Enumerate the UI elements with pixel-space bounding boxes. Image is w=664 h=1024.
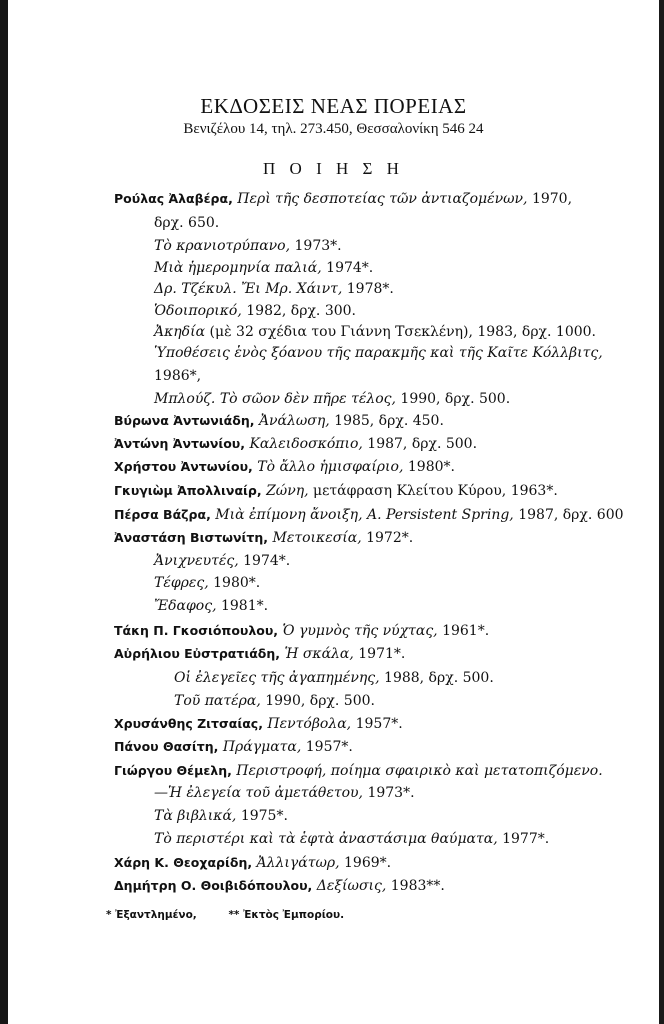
work-title: Πράγματα, — [222, 739, 302, 755]
catalog-entry-line — [114, 738, 353, 756]
author-name: Βύρωνα Ἀντωνιάδη, — [114, 413, 255, 428]
edition-details: 1957*. — [305, 739, 353, 755]
catalog-entry-line — [154, 574, 260, 592]
author-name: Πάνου Θασίτη, — [114, 739, 219, 754]
work-title: Ὁδοιπορικό, — [154, 303, 242, 319]
catalog-entry-line — [114, 715, 403, 733]
work-title: —Ἡ ἐλεγεία τοῦ ἀμετάθετου, — [154, 785, 363, 801]
catalog-entry-line — [114, 762, 603, 780]
publisher-name: ΕΚΔΟΣΕΙΣ ΝΕΑΣ ΠΟΡΕΙΑΣ — [200, 94, 467, 118]
edition-details: (μὲ 32 σχέδια του Γιάννη Τσεκλένη), 1983, δρχ. 1000. — [209, 324, 597, 340]
work-title: Τὸ περιστέρι καὶ τὰ ἑφτὰ ἀναστάσιμα θαύματα, — [154, 831, 498, 847]
edition-details: 1961*. — [442, 623, 490, 639]
work-title: Καλειδοσκόπιο, — [249, 436, 363, 452]
catalog-entry-line — [114, 412, 444, 430]
work-title: Ζώνη, — [266, 483, 309, 499]
catalog-entry-line — [154, 280, 394, 298]
author-name: Ἀντώνη Ἀντωνίου, — [114, 436, 245, 451]
publisher-address: Βενιζέλου 14, τηλ. 273.450, Θεσσαλονίκη 546 24 — [183, 121, 484, 137]
catalog-entry-line — [114, 458, 455, 476]
catalog-entry-line — [154, 302, 356, 320]
author-name: Τάκη Π. Γκοσιόπουλου, — [114, 623, 279, 638]
edition-details: 1957*. — [355, 716, 403, 732]
edition-details: 1973*. — [367, 785, 415, 801]
author-name: Χάρη Κ. Θεοχαρίδη, — [114, 855, 253, 870]
catalog-entry-line — [174, 692, 375, 710]
catalog-entry-line — [154, 214, 219, 232]
catalog-entry-line — [114, 645, 405, 663]
edition-details: 1969*. — [344, 855, 392, 871]
work-title: Τοῦ πατέρα, — [174, 693, 261, 709]
catalog-entry-line — [154, 807, 288, 825]
catalog-entry-line — [114, 622, 489, 640]
edition-details: 1970, — [531, 191, 573, 207]
edition-details: 1983**. — [390, 878, 445, 894]
catalog-entry-line — [114, 482, 558, 500]
catalog-entry-line — [154, 323, 596, 341]
catalog-entry-line — [154, 784, 415, 802]
author-name: Δημήτρη Ο. Θοιβιδόπουλου, — [114, 878, 313, 893]
edition-details: 1982, δρχ. 300. — [246, 303, 356, 319]
author-name: Πέρσα Βάζρα, — [114, 507, 211, 522]
work-title: Πεντόβολα, — [267, 716, 352, 732]
catalog-entry-line — [154, 830, 549, 848]
edition-details: 1974*. — [326, 260, 374, 276]
work-title: Ἔδαφος, — [154, 598, 217, 614]
work-title: Ἀνιχνευτές, — [154, 553, 239, 569]
edition-details: 1990, δρχ. 500. — [265, 693, 375, 709]
work-title: Τὸ κρανιοτρύπανο, — [154, 238, 291, 254]
catalog-entry-line — [154, 552, 290, 570]
work-title: Ἀκηδία — [154, 324, 206, 340]
work-title: Μιὰ ἡμερομηνία παλιά, — [154, 260, 322, 276]
catalog-entry-line — [154, 367, 201, 385]
catalog-entry-line — [114, 435, 477, 453]
scan-edge-right — [659, 0, 664, 1024]
catalog-entry-line — [114, 506, 624, 524]
edition-details: 1981*. — [220, 598, 269, 614]
edition-details: 1971*. — [358, 646, 406, 662]
work-title: Οἱ ἐλεγεῖες τῆς ἀγαπημένης, — [174, 670, 380, 686]
edition-details: 1988, δρχ. 500. — [384, 670, 494, 686]
edition-details: 1975*. — [240, 808, 288, 824]
edition-details: 1978*. — [346, 281, 394, 297]
work-title: Τὰ βιβλικά, — [154, 808, 237, 824]
footnote-out-of-print: * Ἐξαντλημένο, — [106, 909, 197, 921]
catalog-entry-line — [114, 190, 572, 208]
edition-details: 1987, δρχ. 600 — [518, 507, 624, 523]
footnote-not-for-sale: ** Ἐκτὸς Ἐμπορίου. — [228, 909, 345, 921]
work-title: Ὑποθέσεις ἑνὸς ξόανου τῆς παρακμῆς καὶ τῆς Καῖτε Κόλλβιτς, — [154, 345, 603, 361]
work-title: Περιστροφή, ποίημα σφαιρικὸ καὶ μετατοπιζόμενο. — [236, 763, 603, 779]
edition-details: 1974*. — [243, 553, 291, 569]
edition-details: 1972*. — [366, 530, 414, 546]
work-title: Ἀνάλωση, — [258, 413, 330, 429]
work-title: Δεξίωσις, — [316, 878, 387, 894]
work-title: Τέφρες, — [154, 575, 209, 591]
section-title: Π Ο Ι Η Σ Η — [263, 159, 404, 178]
author-name: Χρυσάνθης Ζιτσαίας, — [114, 716, 263, 731]
scan-edge-left — [0, 0, 8, 1024]
edition-details: δρχ. 650. — [154, 215, 220, 231]
author-name: Χρήστου Ἀντωνίου, — [114, 459, 253, 474]
work-title: Δρ. Τζέκυλ. Ἔι Μρ. Χάιντ, — [154, 281, 343, 297]
work-title: Τὸ ἄλλο ἡμισφαίριο, — [257, 459, 404, 475]
footnotes — [106, 909, 372, 921]
author-name: Γιώργου Θέμελη, — [114, 763, 232, 778]
work-title: Μετοικεσία, — [272, 530, 362, 546]
edition-details: 1986*, — [154, 368, 202, 384]
edition-details: 1973*. — [294, 238, 342, 254]
work-title: Ἀλλιγάτωρ, — [256, 855, 340, 871]
edition-details: 1980*. — [407, 459, 455, 475]
author-name: Ρούλας Ἀλαβέρα, — [114, 191, 233, 206]
catalog-entry-line — [154, 237, 342, 255]
work-title: Ἡ σκάλα, — [284, 646, 354, 662]
catalog-entry-line — [154, 344, 603, 362]
work-title: Ὁ γυμνὸς τῆς νύχτας, — [282, 623, 438, 639]
work-title: Μπλούζ. Τὸ σῶον δὲν πῆρε τέλος, — [154, 391, 396, 407]
catalog-entry-line — [154, 390, 510, 408]
edition-details: 1990, δρχ. 500. — [400, 391, 511, 407]
author-name: Γκυγιὼμ Ἀπολλιναίρ, — [114, 483, 262, 498]
edition-details: μετάφραση Κλείτου Κύρου, 1963*. — [313, 483, 558, 499]
edition-details: 1985, δρχ. 450. — [334, 413, 444, 429]
work-title: Μιὰ ἐπίμονη ἄνοιξη, A. Persistent Spring, — [215, 507, 514, 523]
work-title: Περὶ τῆς δεσποτείας τῶν ἀντιαζομένων, — [237, 191, 528, 207]
catalog-entry-line — [114, 877, 445, 895]
edition-details: 1977*. — [502, 831, 550, 847]
edition-details: 1980*. — [213, 575, 261, 591]
catalog-page — [8, 0, 659, 1024]
catalog-entry-line — [114, 854, 391, 872]
catalog-entry-line — [154, 597, 268, 615]
catalog-entry-line — [154, 259, 373, 277]
author-name: Ἀναστάση Βιστωνίτη, — [114, 530, 269, 545]
author-name: Αὐρήλιου Εὐστρατιάδη, — [114, 646, 281, 661]
catalog-entry-line — [114, 529, 413, 547]
catalog-entry-line — [174, 669, 494, 687]
edition-details: 1987, δρχ. 500. — [367, 436, 478, 452]
